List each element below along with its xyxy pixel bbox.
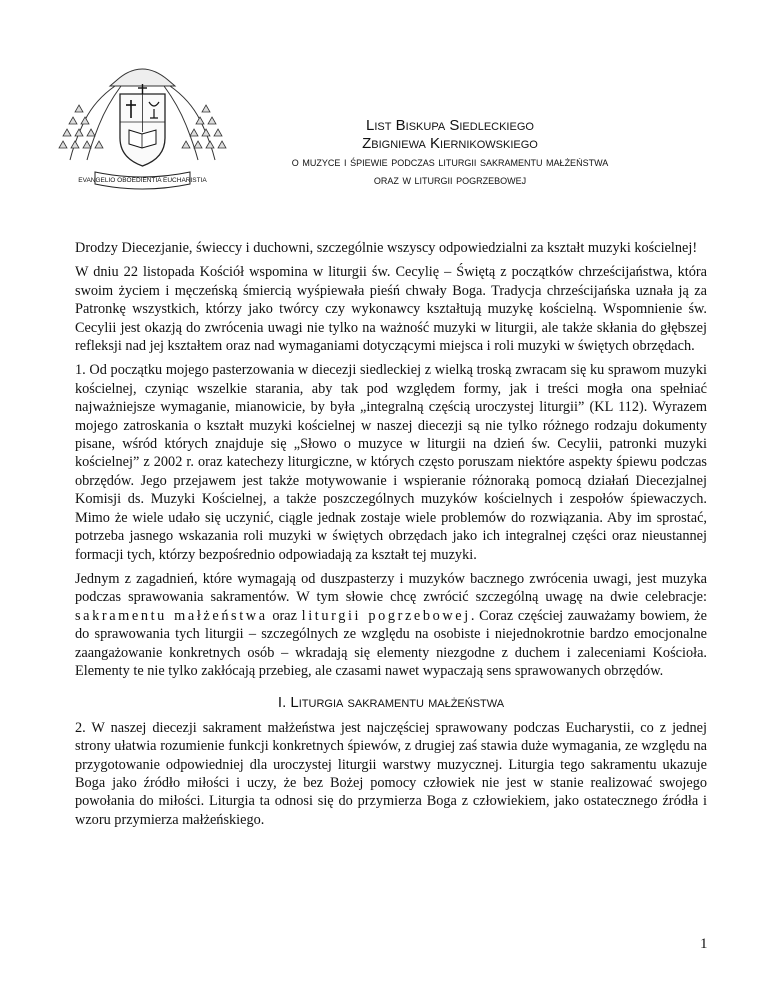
paragraph-sacraments-text-a: Jednym z zagadnień, które wymagają od duszpasterzy i muzyków bacznego zwrócenia uwagi, jest muzyka podczas sprawowania sakramentów. W tym słowie chcę zwrócić szczególną uwagę na dwie celebracje:	[75, 570, 707, 606]
header-line-2: Zbigniewa Kiernikowskiego	[362, 135, 538, 152]
letter-header	[190, 117, 710, 189]
header-line-4: oraz w liturgii pogrzebowej	[373, 172, 527, 187]
coat-motto: EVANGELIO OBOEDIENTIA EUCHARISTIA	[78, 177, 207, 184]
emphasis-funeral-liturgy: liturgii pogrzebowej	[301, 607, 471, 624]
paragraph-2: 2. W naszej diecezji sakrament małżeństwa jest najczęściej sprawowany podczas Eucharystii, co z jednej strony ułatwia rozumienie funkcji konkretnych śpiewów, z drugiej zaś stawia duże wymagania, ze względu na przygotowanie odpowiedniej dla uroczystej liturgii warstwy muzycznej. Liturgia tego sakramentu ukazuje Boga jako źródło miłości i uczy, że bez Bożej pomocy człowiek nie jest w stanie realizować swojego powołania do miłości. Liturgia ta odnosi się do przymierza Boga z człowiekiem, jako ostatecznego źródła i wzoru przymierza małżeńskiego.	[75, 719, 707, 828]
header-line-1: List Biskupa Siedleckiego	[366, 117, 534, 134]
paragraph-1: 1. Od początku mojego pasterzowania w diecezji siedleckiej z wielką troską zwracam się ku sprawom muzyki kościelnej, czyniąc wszelkie starania, aby tak pod względem formy, jak i treści mogła ona spełniać najważniejsze wymaganie, mianowicie, by była „integralną częścią uroczystej liturgii” (KL 112). Wyrazem mojego zatroskania o kształt muzyki kościelnej w naszej diecezji są nie tylko różnego rodzaju dokumenty pisane, wśród których znajduje się „Słowo o muzyce w liturgii na dzień św. Cecylii, patronki muzyki kościelnej” z 2002 r. oraz katechezy liturgiczne, w których często poruszam niektóre aspekty śpiewu podczas obrzędów. Jego przejawem jest także motywowanie i wspieranie różnoraką pomocą działań Diecezjalnej Komisji ds. Muzyki Kościelnej, a także poszczególnych muzyków kościelnych i zespołów śpiewaczych. Mimo że wiele udało się uczynić, ciągle jednak zostaje wiele problemów do rozwiązania. Aby im sprostać, potrzeba jasnego wskazania roli muzyki w świętych obrzędach jako ich integralnej części oraz nieustannej formacji tych, którzy bezpośrednio odpowiadają za kształt tej muzyki.	[75, 362, 707, 563]
letter-body	[75, 239, 707, 835]
paragraph-sacraments	[75, 570, 707, 680]
section-title: I. Liturgia sakramentu małżeństwa	[277, 694, 505, 712]
page-number: 1	[700, 936, 708, 952]
paragraph-cecilia: W dniu 22 listopada Kościół wspomina w liturgii św. Cecylię – Świętą z początków chrześcijaństwa, która swoim życiem i męczeńską śmiercią wyśpiewała pieśń chwały Boga. Tradycja chrześcijańska uznała ją za Patronkę wszystkich, którzy jako twórcy czy wykonawcy kształtują muzykę kościelną. Wspomnienie św. Cecylii jest okazją do zwrócenia uwagi nie tylko na ważność muzyki w liturgii, ale także skłania do głębszej refleksji nad jej kształtem oraz nad wymaganiami dotyczącymi miejsca i roli muzyki w świętych obrzędach.	[75, 264, 707, 355]
paragraph-sacraments-text-b: . Coraz częściej zauważamy bowiem, że do sprawowania tych liturgii – szczególnych ze względu na osobiste i niejednokrotnie bardzo emocjonalne zaangażowanie konkretnych osób – wkradają się elementy niezgodne z duchem i zaleceniami Kościoła. Elementy te nie tylko zakłócają przebieg, ale czasami nawet wypaczają sens sprawowanych obrzędów.	[75, 607, 707, 679]
paragraph-sacraments-mid: oraz	[267, 607, 302, 624]
greeting-paragraph: Drodzy Diecezjanie, świeccy i duchowni, szczególnie wszyscy odpowiedzialni za kształt muzyki kościelnej!	[75, 240, 698, 256]
emphasis-sacrament-marriage: sakramentu małżeństwa	[75, 607, 268, 624]
header-line-3: o muzyce i śpiewie podczas liturgii sakramentu małżeństwa	[291, 154, 609, 169]
